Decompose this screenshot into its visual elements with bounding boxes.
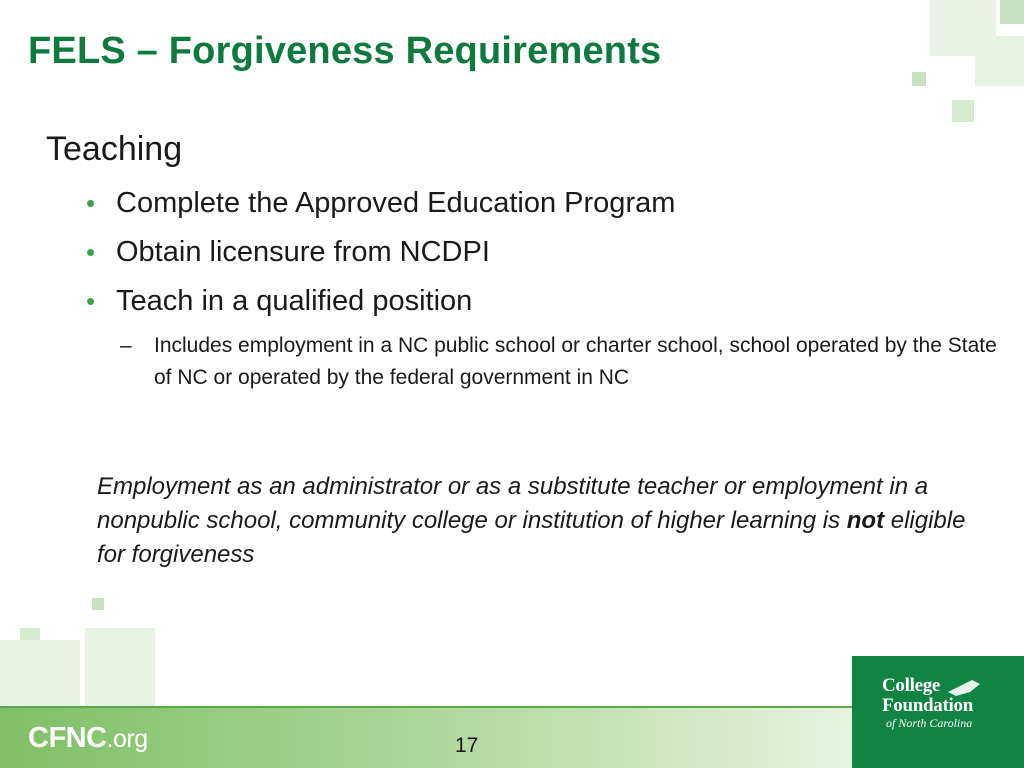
cfnc-logo-main: CFNC xyxy=(28,722,107,754)
bullet-dot-icon: • xyxy=(86,237,96,267)
section-heading: Teaching xyxy=(46,130,183,168)
bullet-text: Complete the Approved Education Program xyxy=(116,187,676,219)
college-foundation-logo xyxy=(852,656,1024,768)
sub-bullet-text: Includes employment in a NC public school or charter school, school operated by the State of NC or operated by the federal government in NC xyxy=(154,334,997,389)
cfnc-logo xyxy=(28,722,148,755)
logo-text xyxy=(882,676,973,731)
bullet-text: Teach in a qualified position xyxy=(116,285,473,317)
bullet-dot-icon: • xyxy=(86,286,96,316)
decor-square xyxy=(1000,0,1024,24)
decor-square xyxy=(975,36,1024,86)
slide-title: FELS – Forgiveness Requirements xyxy=(28,30,662,72)
decor-square xyxy=(952,100,974,122)
logo-line-2: Foundation xyxy=(882,695,973,716)
note-text-after: eligible for forgiveness xyxy=(97,507,966,568)
decor-square xyxy=(912,72,926,86)
dash-icon: – xyxy=(120,334,132,357)
note-text-emphasis: not xyxy=(846,507,885,534)
bullet-dot-icon: • xyxy=(86,188,96,218)
bullet-text: Obtain licensure from NCDPI xyxy=(116,236,490,268)
logo-line-1: College xyxy=(882,675,941,696)
page-number: 17 xyxy=(455,734,479,757)
bullet-list xyxy=(86,180,675,327)
decor-square xyxy=(0,640,80,706)
logo-line-3: of North Carolina xyxy=(886,716,973,730)
sub-bullet xyxy=(120,330,1000,394)
bullet-item xyxy=(86,278,675,327)
footer-divider xyxy=(0,706,852,708)
note-text-before: Employment as an administrator or as a substitute teacher or employment in a nonpublic school, community college or institution of higher learning is xyxy=(97,473,929,534)
bullet-item xyxy=(86,229,675,278)
decor-square xyxy=(92,598,104,610)
cfnc-logo-suffix: .org xyxy=(106,725,148,753)
eligibility-note xyxy=(97,470,997,572)
decor-square xyxy=(85,628,155,706)
bullet-item xyxy=(86,180,675,229)
